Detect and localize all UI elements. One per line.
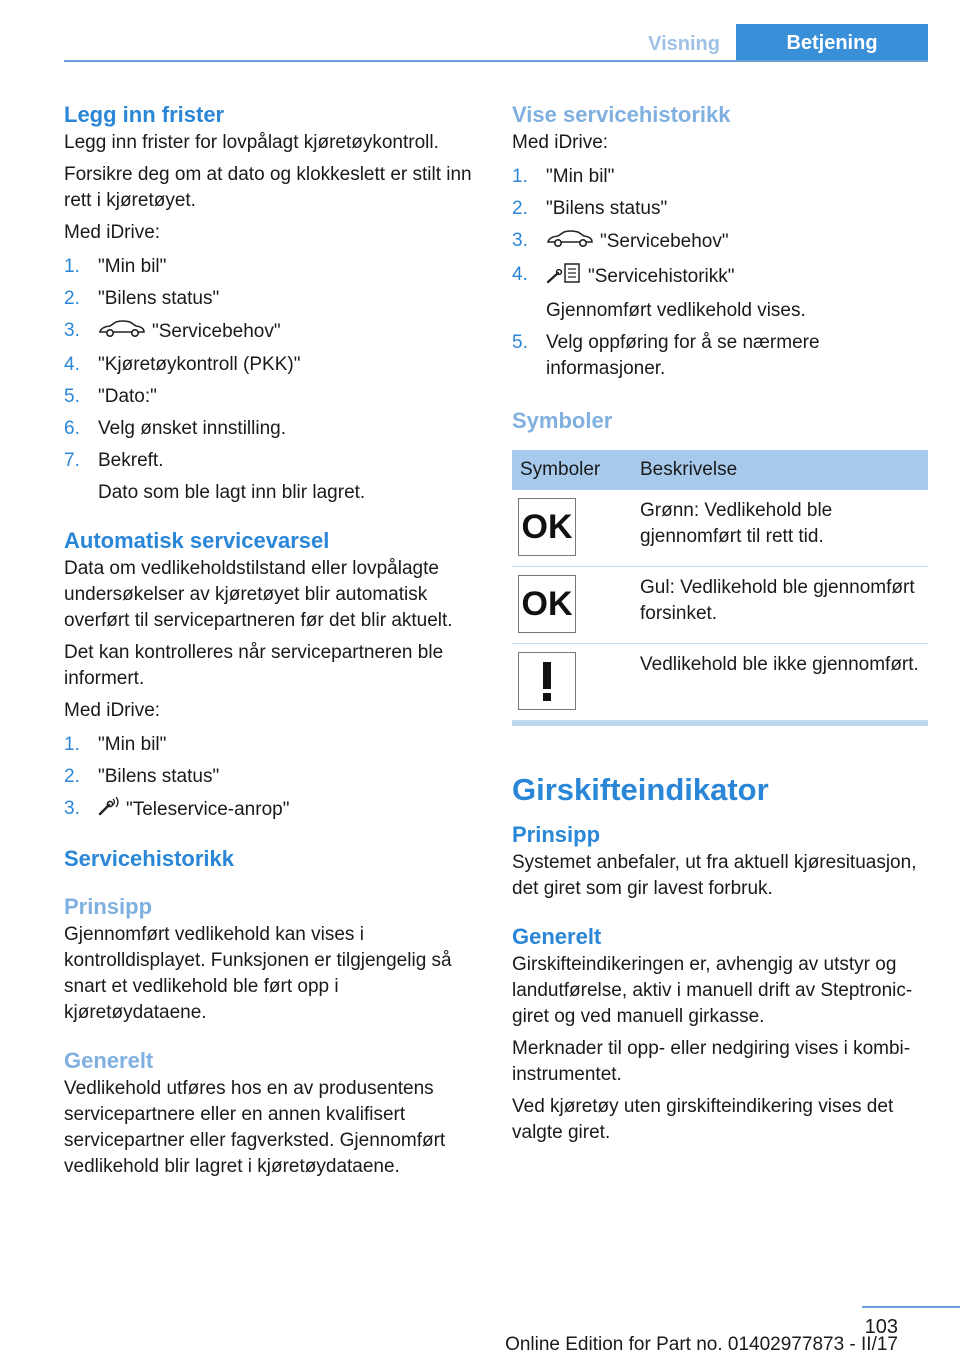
description-cell: Vedlikehold ble ikke gjennomført. xyxy=(632,644,928,721)
step-list-servicevarsel xyxy=(64,732,480,824)
table-row xyxy=(512,490,928,567)
paragraph: Systemet anbefaler, ut fra aktuell kjøresituasjon, det giret som gir lavest forbruk. xyxy=(512,852,917,899)
paragraph: Forsikre deg om at dato og klokkeslett er stilt inn rett i kjøretøyet. xyxy=(64,164,472,211)
list-item xyxy=(64,254,480,280)
service-history-icon xyxy=(546,262,582,292)
ok-yellow-icon: OK xyxy=(518,575,576,633)
step-number: 3. xyxy=(64,798,80,819)
exclamation-icon xyxy=(518,652,576,710)
section-title-servicehistorikk: Servicehistorikk xyxy=(64,846,234,871)
paragraph: Ved kjøretøy uten girskifteindikering vises det valgte giret. xyxy=(512,1096,894,1143)
step-number: 4. xyxy=(64,354,80,375)
list-item xyxy=(512,164,928,190)
paragraph: Det kan kontrolleres når servicepartneren ble informert. xyxy=(64,642,444,689)
paragraph: Legg inn frister for lovpålagt kjøretøykontroll. xyxy=(64,132,439,153)
page-number: 103 xyxy=(864,1316,898,1338)
list-item xyxy=(64,318,480,346)
paragraph: Med iDrive: xyxy=(64,222,161,243)
step-text: Bekreft. xyxy=(98,450,164,471)
paragraph: Gjennomført vedlikehold kan vises i kontrolldisplayet. Funksjonen er tilgjengelig så snart et vedlikehold ble ført opp i kjøretøydataene. xyxy=(64,924,452,1023)
step-number: 6. xyxy=(64,418,80,439)
paragraph: Vedlikehold utføres hos en av produsentens servicepartnere eller en annen kvalifisert servicepartner eller fagverksted. Gjennomført vedlikehold blir lagret i kjøretøydataene. xyxy=(64,1078,446,1177)
step-result: Dato som ble lagt inn blir lagret. xyxy=(98,482,366,503)
step-result: Gjennomført vedlikehold vises. xyxy=(546,300,806,321)
symbols-table xyxy=(512,450,928,721)
step-text: "Teleservice-anrop" xyxy=(126,799,290,821)
table-header-beskrivelse: Beskrivelse xyxy=(632,450,928,490)
paragraph: Data om vedlikeholdstilstand eller lovpålagte undersøkelser av kjøretøyet blir automatisk overført til servicepartneren før det blir aktuelt. xyxy=(64,558,453,631)
list-item xyxy=(64,796,480,824)
ok-green-icon: OK xyxy=(518,498,576,556)
table-header-row xyxy=(512,450,928,490)
step-text: "Bilens status" xyxy=(98,288,220,309)
step-text: "Servicehistorikk" xyxy=(588,266,735,288)
symbol-cell xyxy=(512,644,632,721)
step-text: "Kjøretøykontroll (PKK)" xyxy=(98,354,301,375)
step-number: 3. xyxy=(512,230,528,251)
paragraph: Med iDrive: xyxy=(64,700,161,721)
paragraph: Merknader til opp- eller nedgiring vises i kombi-instrumentet. xyxy=(512,1038,911,1085)
list-item xyxy=(512,196,928,222)
right-column xyxy=(512,100,928,1152)
symbol-cell xyxy=(512,567,632,644)
symbol-cell xyxy=(512,490,632,567)
step-text: "Bilens status" xyxy=(98,766,220,787)
step-text: "Servicebehov" xyxy=(152,321,281,343)
section-title-legg-inn-frister: Legg inn frister xyxy=(64,102,225,127)
left-column xyxy=(64,100,480,1186)
table-row xyxy=(512,567,928,644)
list-item xyxy=(64,448,480,506)
table-row xyxy=(512,644,928,721)
step-list-frister xyxy=(64,254,480,506)
subsection-title-generelt: Generelt xyxy=(64,1048,154,1073)
step-number: 2. xyxy=(512,198,528,219)
description-cell: Gul: Vedlikehold ble gjennomført forsinket. xyxy=(632,567,928,644)
list-item xyxy=(512,228,928,256)
list-item xyxy=(512,262,928,324)
list-item xyxy=(64,352,480,378)
list-item xyxy=(64,286,480,312)
paragraph: Girskifteindikeringen er, avhengig av utstyr og landutførelse, aktiv i manuell drift av Steptronic-giret og ved manuell girkasse. xyxy=(512,954,913,1027)
step-number: 2. xyxy=(64,288,80,309)
step-number: 2. xyxy=(64,766,80,787)
table-header-symboler: Symboler xyxy=(512,450,632,490)
step-text: "Bilens status" xyxy=(546,198,668,219)
chapter-title-girskifteindikator: Girskifteindikator xyxy=(512,772,769,807)
tab-visning[interactable]: Visning xyxy=(648,33,720,55)
list-item xyxy=(64,764,480,790)
list-item xyxy=(64,416,480,442)
step-text: "Servicebehov" xyxy=(600,231,729,253)
step-text: "Min bil" xyxy=(98,256,167,277)
subsection-title-prinsipp: Prinsipp xyxy=(64,894,153,919)
list-item xyxy=(64,384,480,410)
step-list-servicehistorikk xyxy=(512,164,928,382)
step-number: 5. xyxy=(64,386,80,407)
step-text: "Min bil" xyxy=(546,166,615,187)
edition-note: Online Edition for Part no. 01402977873 - II/17 xyxy=(505,1334,898,1355)
car-service-icon xyxy=(546,228,594,256)
section-title-vise-servicehistorikk: Vise servicehistorikk xyxy=(512,102,731,127)
tab-betjening[interactable]: Betjening xyxy=(736,24,928,62)
step-text: "Dato:" xyxy=(98,386,157,407)
step-number: 1. xyxy=(64,256,80,277)
description-cell: Grønn: Vedlikehold ble gjennomført til rett tid. xyxy=(632,490,928,567)
step-number: 3. xyxy=(64,320,80,341)
step-text: Velg oppføring for å se nærmere informasjoner. xyxy=(546,332,820,379)
list-item xyxy=(512,330,928,382)
car-service-icon xyxy=(98,318,146,346)
step-text: "Min bil" xyxy=(98,734,167,755)
step-number: 7. xyxy=(64,450,80,471)
step-number: 4. xyxy=(512,264,528,285)
section-title-symboler: Symboler xyxy=(512,408,613,433)
subsection-title-prinsipp: Prinsipp xyxy=(512,822,601,847)
page-header xyxy=(0,0,960,62)
wrench-signal-icon xyxy=(98,796,120,824)
footer-rule xyxy=(862,1306,960,1308)
section-title-automatisk-servicevarsel: Automatisk servicevarsel xyxy=(64,528,330,553)
subsection-title-generelt: Generelt xyxy=(512,924,602,949)
paragraph: Med iDrive: xyxy=(512,132,609,153)
list-item xyxy=(64,732,480,758)
step-text: Velg ønsket innstilling. xyxy=(98,418,286,439)
step-number: 1. xyxy=(512,166,528,187)
step-number: 5. xyxy=(512,332,528,353)
header-rule xyxy=(64,60,928,62)
step-number: 1. xyxy=(64,734,80,755)
